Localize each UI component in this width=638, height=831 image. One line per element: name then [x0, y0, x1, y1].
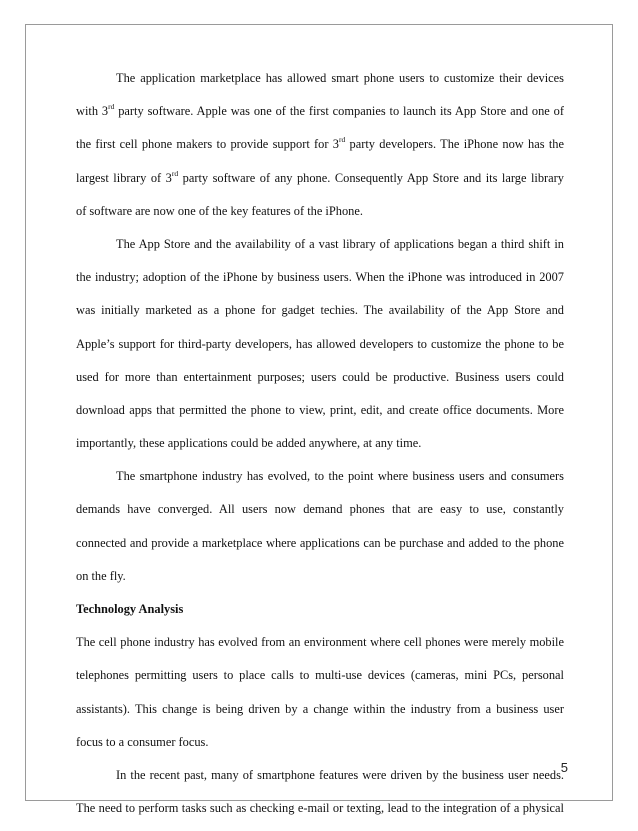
- section-heading: Technology Analysis: [76, 602, 184, 616]
- paragraph-5-line-2: The need to perform tasks such as checking e-mail or texting, lead to the integration of a physical: [76, 801, 564, 816]
- text-segment: party developers. The iPhone now has the: [345, 137, 564, 152]
- paragraph-1-line-4: [76, 168, 564, 201]
- text-segment: party software of any phone. Consequently App Store and its large library: [178, 170, 564, 185]
- text-segment: largest library of 3: [76, 170, 172, 185]
- paragraph-3-line-4: on the fly.: [76, 568, 126, 583]
- paragraph-2-line-5: used for more than entertainment purposes; users could be productive. Business users could: [76, 369, 564, 384]
- paragraph-2-line-3: was initially marketed as a phone for gadget techies. The availability of the App Store and: [76, 303, 564, 318]
- paragraph-3-line-1: The smartphone industry has evolved, to the point where business users and consumers: [116, 469, 564, 484]
- paragraph-3-line-3: connected and provide a marketplace where applications can be purchase and added to the phone: [76, 535, 564, 550]
- paragraph-1-line-3: [76, 134, 564, 167]
- paragraph-4-line-3: assistants). This change is being driven by a change within the industry from a business user: [76, 701, 564, 716]
- text-segment: the first cell phone makers to provide support for 3: [76, 137, 339, 152]
- page-number: 5: [560, 760, 568, 775]
- paragraph-2-line-2: the industry; adoption of the iPhone by business users. When the iPhone was introduced in 2007: [76, 270, 564, 285]
- document-body: [76, 68, 564, 831]
- superscript: rd: [171, 168, 179, 178]
- paragraph-2-line-1: The App Store and the availability of a vast library of applications began a third shift in: [116, 236, 564, 251]
- paragraph-4-line-4: focus to a consumer focus.: [76, 734, 209, 749]
- superscript: rd: [108, 102, 115, 112]
- paragraph-2-line-4: Apple’s support for third-party developers, has allowed developers to customize the phone to be: [76, 336, 564, 351]
- text-segment: party software. Apple was one of the first companies to launch its App Store and one of: [114, 104, 564, 119]
- superscript: rd: [339, 135, 346, 145]
- paragraph-4-line-1: The cell phone industry has evolved from an environment where cell phones were merely mobile: [76, 635, 564, 650]
- text-segment: with 3: [76, 104, 109, 119]
- paragraph-1-line-5: of software are now one of the key features of the iPhone.: [76, 203, 363, 218]
- paragraph-1-line-1: The application marketplace has allowed smart phone users to customize their devices: [116, 71, 564, 85]
- paragraph-3-line-2: demands have converged. All users now demand phones that are easy to use, constantly: [76, 502, 564, 517]
- paragraph-1-line-2: [76, 101, 564, 134]
- paragraph-2-line-7: importantly, these applications could be added anywhere, at any time.: [76, 436, 422, 451]
- paragraph-2-line-6: download apps that permitted the phone to view, print, edit, and create office documents. More: [76, 402, 564, 417]
- paragraph-5-line-1: In the recent past, many of smartphone features were driven by the business user needs.: [116, 767, 564, 782]
- paragraph-4-line-2: telephones permitting users to place calls to multi-use devices (cameras, mini PCs, personal: [76, 668, 564, 683]
